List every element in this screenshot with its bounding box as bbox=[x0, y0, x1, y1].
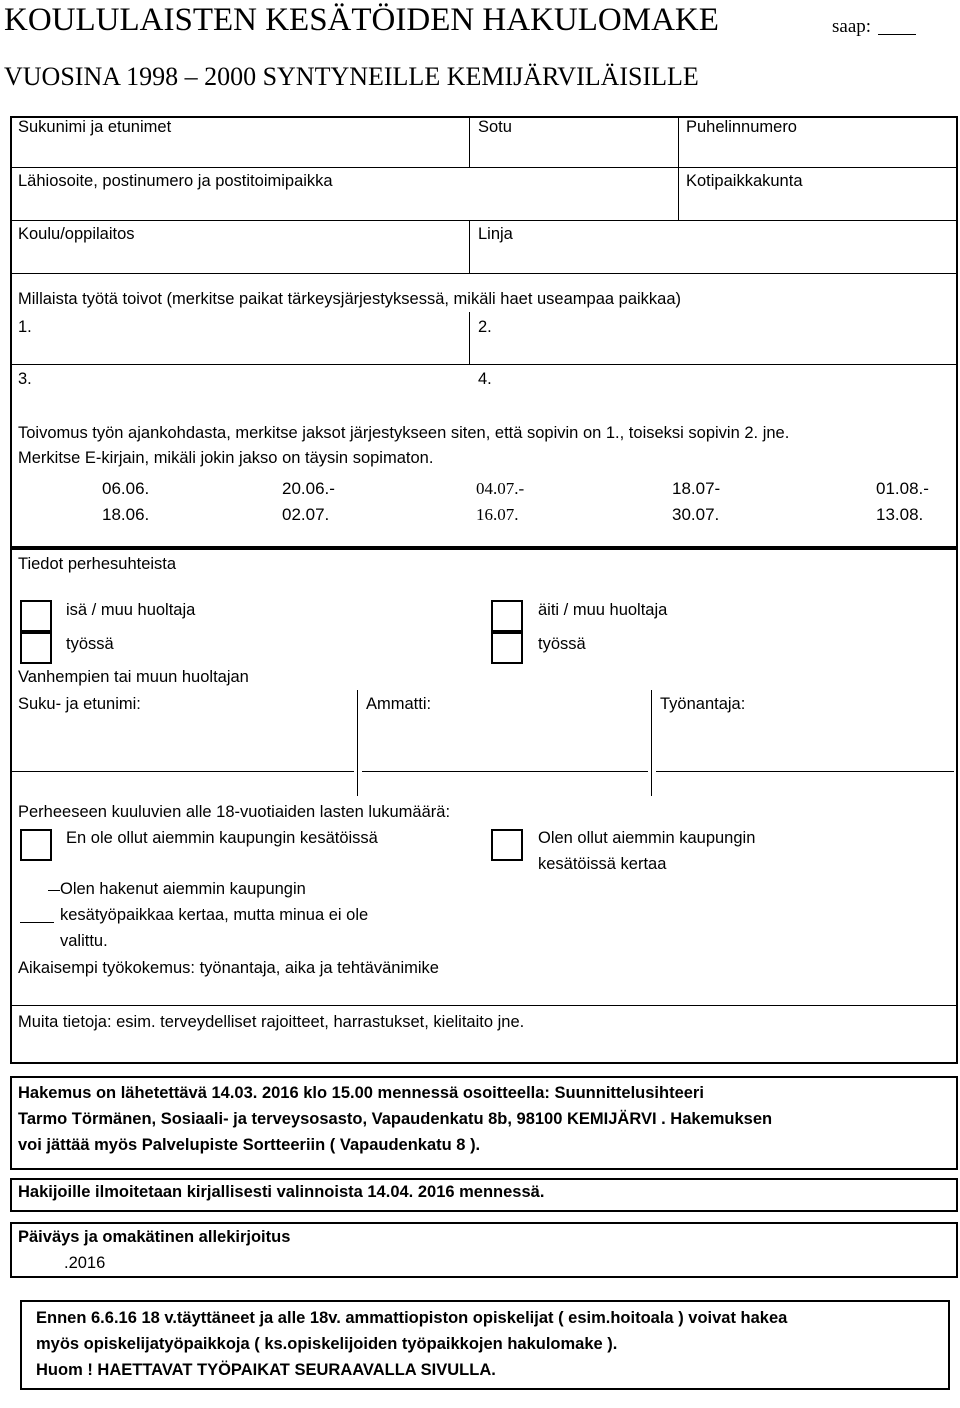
previous-label-1: Olen ollut aiemmin kaupungin bbox=[538, 829, 756, 847]
applied-label-2: kesätyöpaikkaa kertaa, mutta minua ei ole bbox=[60, 906, 369, 924]
col-divider-sotu bbox=[469, 116, 470, 168]
mother-label: äiti / muu huoltaja bbox=[538, 601, 668, 619]
timing-instruction: Toivomus työn ajankohdasta, merkitse jaksot järjestykseen siten, että sopivin on 1., toiseksi sopivin 2. jne. bbox=[18, 424, 790, 442]
col-divider-wish bbox=[469, 312, 470, 365]
work-wish-2[interactable]: 2. bbox=[478, 318, 492, 336]
period-4[interactable] bbox=[672, 476, 720, 528]
applied-label-1: Olen hakenut aiemmin kaupungin bbox=[60, 880, 306, 898]
deadline-line-1: Hakemus on lähetettävä 14.03. 2016 klo 15.00 mennessä osoitteella: Suunnittelusihteeri bbox=[18, 1084, 704, 1102]
work-wish-4[interactable]: 4. bbox=[478, 370, 492, 388]
row-divider-1 bbox=[10, 167, 958, 168]
period-5-start: 01.08.- bbox=[876, 479, 929, 498]
guardian-job-line bbox=[362, 771, 648, 772]
address-field-label[interactable]: Lähiosoite, postinumero ja postitoimipaikka bbox=[18, 172, 333, 190]
period-5-end: 13.08. bbox=[876, 505, 924, 524]
notice-text: Hakijoille ilmoitetaan kirjallisesti valinnoista 14.04. 2016 mennessä. bbox=[18, 1183, 545, 1201]
period-4-end: 30.07. bbox=[672, 505, 720, 524]
previous-label-2: kesätöissä kertaa bbox=[538, 855, 667, 873]
work-wish-prompt: Millaista työtä toivot (merkitse paikat tärkeysjärjestyksessä, mikäli haet useampaa paikkaa) bbox=[18, 290, 682, 308]
period-2[interactable] bbox=[282, 476, 335, 528]
father-working-checkbox[interactable] bbox=[20, 632, 52, 664]
phone-field-label[interactable]: Puhelinnumero bbox=[686, 118, 797, 136]
col-divider-linja bbox=[469, 220, 470, 274]
period-4-start: 18.07- bbox=[672, 479, 721, 498]
row-divider-2 bbox=[10, 220, 958, 221]
work-wish-3[interactable]: 3. bbox=[18, 370, 32, 388]
home-municipality-field-label[interactable]: Kotipaikkakunta bbox=[686, 172, 803, 190]
applied-label-3: valittu. bbox=[60, 932, 108, 950]
period-5[interactable] bbox=[876, 476, 929, 528]
row-divider-4 bbox=[10, 364, 958, 365]
guardian-job-label[interactable]: Ammatti: bbox=[366, 695, 432, 713]
guardian-name-line bbox=[12, 771, 354, 772]
period-3-end: 16.07. bbox=[476, 505, 519, 524]
applied-bracket-bottom bbox=[20, 922, 54, 923]
footer-line-2: myös opiskelijatyöpaikkoja ( ks.opiskelijoiden työpaikkojen hakulomake ). bbox=[36, 1335, 618, 1353]
deadline-line-3: voi jättää myös Palvelupiste Sortteeriin ( Vapaudenkatu 8 ). bbox=[18, 1136, 481, 1154]
footer-line-1: Ennen 6.6.16 18 v.täyttäneet ja alle 18v. ammattiopiston opiskelijat ( esim.hoitoala ) voivat hakea bbox=[36, 1309, 788, 1327]
row-divider-3 bbox=[10, 273, 958, 274]
signature-label[interactable]: Päiväys ja omakätinen allekirjoitus bbox=[18, 1228, 291, 1246]
family-section-title: Tiedot perhesuhteista bbox=[18, 555, 177, 573]
period-3[interactable] bbox=[476, 476, 524, 528]
experience-divider bbox=[10, 1005, 958, 1006]
period-1-end: 18.06. bbox=[102, 505, 150, 524]
received-line bbox=[878, 34, 916, 35]
form-subtitle: VUOSINA 1998 – 2000 SYNTYNEILLE KEMIJÄRVILÄISILLE bbox=[4, 62, 699, 91]
misc-info-label[interactable]: Muita tietoja: esim. terveydelliset rajoitteet, harrastukset, kielitaito jne. bbox=[18, 1013, 525, 1031]
footer-line-3: Huom ! HAETTAVAT TYÖPAIKAT SEURAAVALLA SIVULLA. bbox=[36, 1361, 496, 1379]
father-working-label: työssä bbox=[66, 635, 114, 653]
children-count-label[interactable]: Perheeseen kuuluvien alle 18-vuotiaiden lasten lukumäärä: bbox=[18, 803, 451, 821]
no-previous-label: En ole ollut aiemmin kaupungin kesätöissä bbox=[66, 829, 378, 847]
father-checkbox[interactable] bbox=[20, 600, 52, 632]
form-title: KOULULAISTEN KESÄTÖIDEN HAKULOMAKE bbox=[4, 2, 719, 38]
guardian-col-divider-2 bbox=[651, 690, 652, 796]
guardian-heading: Vanhempien tai muun huoltajan bbox=[18, 668, 249, 686]
father-label: isä / muu huoltaja bbox=[66, 601, 196, 619]
guardian-col-divider-1 bbox=[357, 690, 358, 796]
guardian-employer-line bbox=[656, 771, 954, 772]
guardian-name-label[interactable]: Suku- ja etunimi: bbox=[18, 695, 141, 713]
name-field-label[interactable]: Sukunimi ja etunimet bbox=[18, 118, 172, 136]
no-previous-checkbox[interactable] bbox=[20, 829, 52, 861]
work-wish-1[interactable]: 1. bbox=[18, 318, 32, 336]
mother-working-label: työssä bbox=[538, 635, 586, 653]
period-1[interactable] bbox=[102, 476, 149, 528]
timing-instruction-2: Merkitse E-kirjain, mikäli jokin jakso on täysin sopimaton. bbox=[18, 449, 434, 467]
col-divider-phone bbox=[678, 116, 679, 221]
applied-bracket-top bbox=[48, 890, 60, 891]
deadline-line-2: Tarmo Törmänen, Sosiaali- ja terveysosasto, Vapaudenkatu 8b, 98100 KEMIJÄRVI . Hakemuksen bbox=[18, 1110, 773, 1128]
period-2-end: 02.07. bbox=[282, 505, 330, 524]
line-field-label[interactable]: Linja bbox=[478, 225, 513, 243]
mother-working-checkbox[interactable] bbox=[491, 632, 523, 664]
received-label: saap: bbox=[832, 16, 872, 37]
period-3-start: 04.07.- bbox=[476, 479, 525, 498]
signature-year: .2016 bbox=[64, 1254, 106, 1272]
school-field-label[interactable]: Koulu/oppilaitos bbox=[18, 225, 135, 243]
mother-checkbox[interactable] bbox=[491, 600, 523, 632]
experience-label[interactable]: Aikaisempi työkokemus: työnantaja, aika ja tehtävänimike bbox=[18, 959, 439, 977]
guardian-employer-label[interactable]: Työnantaja: bbox=[660, 695, 746, 713]
sotu-field-label[interactable]: Sotu bbox=[478, 118, 512, 136]
period-2-start: 20.06.- bbox=[282, 479, 335, 498]
previous-checkbox[interactable] bbox=[491, 829, 523, 861]
period-1-start: 06.06. bbox=[102, 479, 150, 498]
